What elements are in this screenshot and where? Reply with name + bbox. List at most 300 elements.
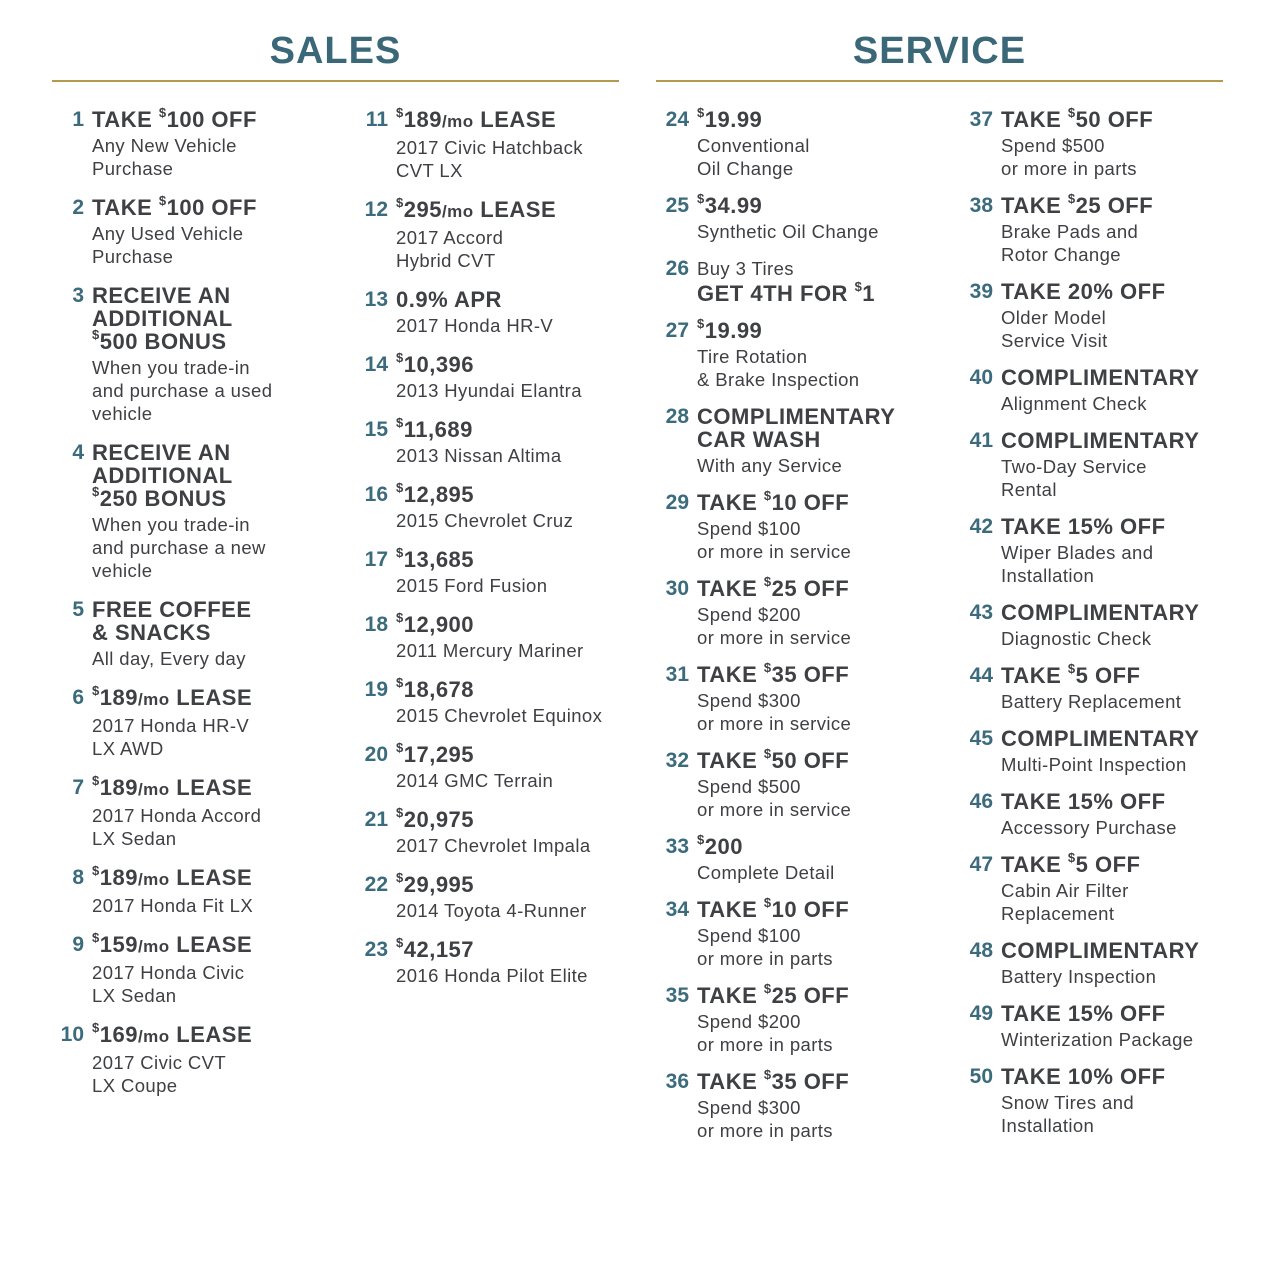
offer-number: 23 xyxy=(364,938,388,961)
offer-dollar: $ xyxy=(92,772,100,788)
offer-headline xyxy=(92,441,342,510)
offer-headline xyxy=(92,284,342,353)
offer-description: Battery Replacement xyxy=(1001,691,1182,712)
offer-headline xyxy=(396,349,636,377)
offer-head: 5 OFF xyxy=(1075,852,1141,877)
offer-description: 2017 Chevrolet Impala xyxy=(396,835,591,856)
offer-description: Diagnostic Check xyxy=(1001,628,1152,649)
offer-headline xyxy=(1001,104,1231,132)
offer-dollar: $ xyxy=(763,894,772,910)
offer-head: 10 OFF xyxy=(771,897,850,922)
offer-number: 12 xyxy=(364,198,388,221)
offer-mo: /mo xyxy=(441,112,474,131)
offer-number: 21 xyxy=(364,808,388,831)
offer-head: 169 xyxy=(99,1022,138,1047)
offer-description: When you trade-in and purchase a new vehicle xyxy=(92,514,266,581)
offer-headline xyxy=(697,659,947,687)
offer-dollar: $ xyxy=(396,934,404,950)
offer-number: 8 xyxy=(72,866,84,889)
offer-pre: TAKE xyxy=(697,983,764,1008)
offer-number: 33 xyxy=(665,835,689,858)
offer-dollar: $ xyxy=(1067,104,1076,120)
offer-number: 50 xyxy=(969,1065,993,1088)
offer-head: 100 OFF xyxy=(166,195,257,220)
offer-number: 7 xyxy=(72,776,84,799)
offer-headline xyxy=(697,487,947,515)
offer-item xyxy=(665,573,947,649)
offer-pre: COMPLIMENTARY xyxy=(1001,726,1200,751)
offer-description: Alignment Check xyxy=(1001,393,1147,414)
sales-title: SALES xyxy=(269,30,402,72)
offer-post: LEASE xyxy=(169,775,253,800)
service-column-2 xyxy=(969,104,1231,1137)
offer-item xyxy=(665,487,947,563)
offer-description: 2011 Mercury Mariner xyxy=(396,640,584,661)
offer-description: All day, Every day xyxy=(92,648,246,669)
offer-headline xyxy=(396,869,636,897)
offer-item xyxy=(969,660,1231,713)
offer-headline xyxy=(396,104,636,133)
offer-pre: TAKE 20% OFF xyxy=(1001,279,1166,304)
offer-item xyxy=(72,682,342,760)
offer-pre: COMPLIMENTARY xyxy=(1001,600,1200,625)
offer-head: 500 BONUS xyxy=(99,329,227,354)
offer-item xyxy=(969,726,1231,776)
offer-head: 13,685 xyxy=(403,547,475,572)
offer-head: 34.99 xyxy=(704,193,763,218)
offer-headline xyxy=(697,831,947,859)
offer-pre: TAKE xyxy=(92,195,159,220)
offer-description: 2017 Honda Accord LX Sedan xyxy=(92,805,262,849)
offer-dollar: $ xyxy=(1067,190,1076,206)
offer-headline xyxy=(396,479,636,507)
offer-item xyxy=(364,869,636,922)
offer-item xyxy=(665,894,947,970)
offer-dollar: $ xyxy=(396,349,404,365)
offer-description: 2017 Honda HR-V LX AWD xyxy=(92,715,250,759)
offer-number: 20 xyxy=(364,743,388,766)
offer-dollar: $ xyxy=(92,326,100,342)
offer-item xyxy=(72,862,342,917)
offer-number: 49 xyxy=(969,1002,993,1025)
offer-number: 30 xyxy=(665,577,689,600)
offer-dollar: $ xyxy=(763,1066,772,1082)
offer-item xyxy=(364,804,636,857)
offer-item xyxy=(364,479,636,532)
offer-description: 2015 Chevrolet Equinox xyxy=(396,705,603,726)
offer-number: 35 xyxy=(665,984,689,1007)
offer-pre: COMPLIMENTARY xyxy=(1001,938,1200,963)
offer-headline xyxy=(697,278,947,306)
offer-headline xyxy=(92,772,342,801)
offer-description: 2015 Ford Fusion xyxy=(396,575,548,596)
offer-headline xyxy=(1001,190,1231,218)
offer-number: 16 xyxy=(364,483,388,506)
offer-item xyxy=(665,257,947,306)
offer-head: 35 OFF xyxy=(771,662,850,687)
offer-item xyxy=(364,414,636,467)
offer-head: 189 xyxy=(99,865,138,890)
offer-head: 189 xyxy=(403,107,442,132)
offer-description: Multi-Point Inspection xyxy=(1001,754,1187,775)
offer-pre: COMPLIMENTARY xyxy=(1001,365,1200,390)
offer-item xyxy=(72,597,342,670)
offer-item xyxy=(969,600,1231,650)
offer-item xyxy=(969,428,1231,501)
offer-dollar: $ xyxy=(1067,660,1076,676)
offer-item xyxy=(72,104,342,180)
offer-item xyxy=(665,104,947,180)
offer-item xyxy=(969,104,1231,180)
sales-column-2 xyxy=(364,104,636,987)
offer-number: 36 xyxy=(665,1070,689,1093)
offer-description: 2017 Honda HR-V xyxy=(396,315,554,336)
offer-head: 17,295 xyxy=(403,742,475,767)
offer-number: 13 xyxy=(364,288,388,311)
offer-description: Spend $300 or more in service xyxy=(697,690,852,734)
offer-headline xyxy=(92,862,342,891)
offer-item xyxy=(969,190,1231,266)
offer-headline xyxy=(1001,790,1231,813)
offer-head: 42,157 xyxy=(403,937,475,962)
offer-headline xyxy=(697,980,947,1008)
offer-head: 200 xyxy=(704,834,743,859)
offer-pre: TAKE xyxy=(1001,852,1068,877)
offer-mo: /mo xyxy=(137,870,170,889)
offer-head: 12,900 xyxy=(403,612,475,637)
offer-post: LEASE xyxy=(169,1022,253,1047)
offer-headline xyxy=(1001,727,1231,750)
offer-head: 19.99 xyxy=(704,107,763,132)
offer-headline xyxy=(396,804,636,832)
offer-mo: /mo xyxy=(137,937,170,956)
offer-headline xyxy=(697,315,947,343)
offer-headline xyxy=(697,190,947,218)
offer-description: 2017 Accord Hybrid CVT xyxy=(396,227,504,271)
offer-pre: TAKE 15% OFF xyxy=(1001,514,1166,539)
offer-item xyxy=(969,789,1231,839)
offer-head: 5 OFF xyxy=(1075,663,1141,688)
offer-headline xyxy=(1001,366,1231,389)
offer-headline xyxy=(1001,601,1231,624)
offer-headline xyxy=(396,739,636,767)
offer-item xyxy=(72,283,342,425)
offer-pre: TAKE 15% OFF xyxy=(1001,789,1166,814)
offer-head: 250 BONUS xyxy=(99,486,227,511)
offer-number: 17 xyxy=(364,548,388,571)
offer-description: When you trade-in and purchase a used vehicle xyxy=(92,357,273,424)
offer-description: Synthetic Oil Change xyxy=(697,221,879,242)
offer-post: LEASE xyxy=(169,685,253,710)
offer-description: Tire Rotation & Brake Inspection xyxy=(697,346,860,390)
offer-description: 2013 Nissan Altima xyxy=(396,445,562,466)
offer-description: Battery Inspection xyxy=(1001,966,1157,987)
offer-head: 29,995 xyxy=(403,872,475,897)
offer-head: 159 xyxy=(99,932,138,957)
offer-pre: COMPLIMENTARY CAR WASH xyxy=(697,404,896,452)
sales-column-1 xyxy=(60,104,342,1097)
offer-headline xyxy=(1001,939,1231,962)
offer-item xyxy=(60,1019,342,1097)
offer-headline xyxy=(697,1066,947,1094)
offer-post: LEASE xyxy=(473,107,557,132)
offer-item xyxy=(364,674,636,727)
offer-number: 22 xyxy=(364,873,388,896)
offer-description: Two-Day Service Rental xyxy=(1001,456,1147,500)
offer-dollar: $ xyxy=(763,659,772,675)
offer-mo: /mo xyxy=(137,690,170,709)
offer-description: Spend $300 or more in parts xyxy=(697,1097,833,1141)
offer-number: 29 xyxy=(665,491,689,514)
offer-pre: GET 4TH FOR xyxy=(697,281,855,306)
offer-dollar: $ xyxy=(396,544,404,560)
offer-headline xyxy=(92,1019,342,1048)
offer-dollar: $ xyxy=(92,483,100,499)
service-column-1 xyxy=(665,104,947,1142)
offer-pre: TAKE 10% OFF xyxy=(1001,1064,1166,1089)
offer-item xyxy=(665,980,947,1056)
offer-description: Spend $100 or more in parts xyxy=(697,925,833,969)
offer-description: 2015 Chevrolet Cruz xyxy=(396,510,574,531)
offer-number: 26 xyxy=(665,257,689,280)
offer-item xyxy=(665,315,947,391)
offer-headline xyxy=(92,929,342,958)
offer-headline xyxy=(697,745,947,773)
offer-dollar: $ xyxy=(763,487,772,503)
offer-dollar: $ xyxy=(92,1019,100,1035)
offer-pre: TAKE xyxy=(697,576,764,601)
offer-item xyxy=(364,609,636,662)
offer-dollar: $ xyxy=(396,609,404,625)
offer-number: 11 xyxy=(365,108,388,131)
offer-number: 5 xyxy=(72,598,84,621)
offer-pre: COMPLIMENTARY xyxy=(1001,428,1200,453)
offer-number: 32 xyxy=(665,749,689,772)
offer-dollar: $ xyxy=(396,194,404,210)
offer-dollar: $ xyxy=(854,278,863,294)
offer-dollar: $ xyxy=(697,315,705,331)
offer-pre: TAKE xyxy=(697,662,764,687)
offer-pre: TAKE xyxy=(697,748,764,773)
offer-description: Conventional Oil Change xyxy=(697,135,810,179)
offer-item xyxy=(72,192,342,268)
offer-pre: TAKE 15% OFF xyxy=(1001,1001,1166,1026)
offer-number: 45 xyxy=(969,727,993,750)
offer-pre: RECEIVE AN ADDITIONAL xyxy=(92,440,233,488)
offer-headline xyxy=(396,414,636,442)
offer-description: Spend $200 or more in service xyxy=(697,604,852,648)
offer-description: 2017 Honda Fit LX xyxy=(92,895,254,916)
offer-head: 189 xyxy=(99,775,138,800)
offer-number: 4 xyxy=(72,441,84,464)
offer-headline xyxy=(92,104,342,132)
offer-number: 43 xyxy=(969,601,993,624)
offer-description: 2014 GMC Terrain xyxy=(396,770,554,791)
offer-dollar: $ xyxy=(396,479,404,495)
offer-post: LEASE xyxy=(169,932,253,957)
offer-number: 44 xyxy=(969,664,993,687)
offer-description: Any Used Vehicle Purchase xyxy=(92,223,244,267)
offer-item xyxy=(665,404,947,477)
offer-head: 10 OFF xyxy=(771,490,850,515)
offer-description: Older Model Service Visit xyxy=(1001,307,1108,351)
offer-pre: RECEIVE AN ADDITIONAL xyxy=(92,283,233,331)
offer-item xyxy=(72,772,342,850)
offer-dollar: $ xyxy=(763,745,772,761)
offer-description: Wiper Blades and Installation xyxy=(1001,542,1154,586)
offer-head: 25 OFF xyxy=(771,576,850,601)
offer-item xyxy=(969,365,1231,415)
offer-item xyxy=(665,745,947,821)
offer-pre: 0.9% APR xyxy=(396,287,502,312)
offer-number: 18 xyxy=(364,613,388,636)
offer-dollar: $ xyxy=(396,674,404,690)
offer-item xyxy=(969,514,1231,587)
offer-description: Complete Detail xyxy=(697,862,835,883)
offer-head: 20,975 xyxy=(403,807,475,832)
offer-description: Spend $100 or more in service xyxy=(697,518,852,562)
offer-headline xyxy=(396,934,636,962)
offer-headline xyxy=(1001,429,1231,452)
offer-head: 295 xyxy=(403,197,442,222)
offer-dollar: $ xyxy=(697,104,705,120)
offer-number: 25 xyxy=(665,194,689,217)
offer-headline xyxy=(92,598,342,644)
offer-head: 18,678 xyxy=(403,677,475,702)
offer-head: 50 OFF xyxy=(771,748,850,773)
offer-item xyxy=(364,739,636,792)
offer-post: LEASE xyxy=(473,197,557,222)
offer-headline xyxy=(1001,660,1231,688)
offer-head: 25 OFF xyxy=(1075,193,1154,218)
offer-pre: TAKE xyxy=(697,1069,764,1094)
offer-description: Snow Tires and Installation xyxy=(1001,1092,1135,1136)
offer-description: Brake Pads and Rotor Change xyxy=(1001,221,1139,265)
offer-dollar: $ xyxy=(1067,849,1076,865)
offer-description: Buy 3 Tires xyxy=(697,258,794,279)
offer-item xyxy=(969,849,1231,925)
offer-item xyxy=(364,349,636,402)
offer-description: Cabin Air Filter Replacement xyxy=(1001,880,1129,924)
offer-description: Spend $500 or more in parts xyxy=(1001,135,1137,179)
offer-number: 28 xyxy=(665,405,689,428)
offer-number: 10 xyxy=(60,1023,84,1046)
offer-number: 39 xyxy=(969,280,993,303)
offer-dollar: $ xyxy=(697,190,705,206)
offer-number: 9 xyxy=(72,933,84,956)
offer-number: 24 xyxy=(665,108,689,131)
offer-headline xyxy=(697,104,947,132)
offer-headline xyxy=(1001,515,1231,538)
service-title: SERVICE xyxy=(852,30,1027,72)
offer-dollar: $ xyxy=(92,929,100,945)
offer-number: 47 xyxy=(969,853,993,876)
offer-number: 37 xyxy=(969,108,993,131)
offer-pre: TAKE xyxy=(697,897,764,922)
offer-headline xyxy=(697,894,947,922)
offer-description: 2017 Civic Hatchback CVT LX xyxy=(396,137,583,181)
offer-headline xyxy=(92,682,342,711)
offer-description: Winterization Package xyxy=(1001,1029,1194,1050)
offer-description: 2017 Honda Civic LX Sedan xyxy=(92,962,245,1006)
offer-number: 2 xyxy=(72,196,84,219)
offer-number: 38 xyxy=(969,194,993,217)
offer-number: 41 xyxy=(969,429,993,452)
offer-headline xyxy=(697,573,947,601)
offer-description: Spend $200 or more in parts xyxy=(697,1011,833,1055)
offer-headline xyxy=(697,405,947,451)
offer-pre: TAKE xyxy=(1001,193,1068,218)
offer-item xyxy=(364,287,636,337)
offer-number: 3 xyxy=(72,284,84,307)
offer-head: 11,689 xyxy=(403,417,473,442)
offer-headline xyxy=(1001,280,1231,303)
offer-dollar: $ xyxy=(763,573,772,589)
offer-number: 19 xyxy=(364,678,388,701)
offer-mo: /mo xyxy=(137,780,170,799)
offer-number: 40 xyxy=(969,366,993,389)
offer-description: 2016 Honda Pilot Elite xyxy=(396,965,588,986)
offer-headline xyxy=(396,674,636,702)
offer-head: 189 xyxy=(99,685,138,710)
offer-number: 34 xyxy=(665,898,689,921)
offer-description: Any New Vehicle Purchase xyxy=(92,135,237,179)
offer-number: 1 xyxy=(72,108,84,131)
offer-pre: TAKE xyxy=(697,490,764,515)
offer-mo: /mo xyxy=(441,202,474,221)
offer-number: 31 xyxy=(665,663,689,686)
offer-headline xyxy=(1001,1002,1231,1025)
offer-dollar: $ xyxy=(158,192,167,208)
offer-dollar: $ xyxy=(158,104,167,120)
offer-number: 15 xyxy=(364,418,388,441)
offer-pre: TAKE xyxy=(1001,107,1068,132)
offer-description: With any Service xyxy=(697,455,843,476)
offer-headline xyxy=(1001,849,1231,877)
offer-item xyxy=(665,831,947,884)
offer-post: LEASE xyxy=(169,865,253,890)
offer-head: 1 xyxy=(862,281,876,306)
offer-pre: TAKE xyxy=(92,107,159,132)
offer-headline xyxy=(92,192,342,220)
service-divider xyxy=(656,80,1223,82)
offer-description: Spend $500 or more in service xyxy=(697,776,852,820)
offer-headline xyxy=(396,609,636,637)
offer-item xyxy=(365,104,636,182)
offer-item xyxy=(969,279,1231,352)
offer-dollar: $ xyxy=(396,739,404,755)
offer-description: 2013 Hyundai Elantra xyxy=(396,380,582,401)
offer-pre: FREE COFFEE & SNACKS xyxy=(92,597,252,645)
offer-item xyxy=(72,440,342,582)
offer-headline xyxy=(396,544,636,572)
offer-item xyxy=(364,544,636,597)
offer-item xyxy=(665,190,947,243)
offer-number: 14 xyxy=(364,353,388,376)
offer-headline xyxy=(396,288,636,311)
offer-item xyxy=(969,1001,1231,1051)
offer-number: 42 xyxy=(969,515,993,538)
offer-headline xyxy=(1001,1065,1231,1088)
offer-item xyxy=(665,659,947,735)
offer-dollar: $ xyxy=(697,831,705,847)
offer-number: 48 xyxy=(969,939,993,962)
offer-head: 12,895 xyxy=(403,482,475,507)
offer-item xyxy=(969,938,1231,988)
offer-head: 100 OFF xyxy=(166,107,257,132)
offer-head: 25 OFF xyxy=(771,983,850,1008)
offer-mo: /mo xyxy=(137,1027,170,1046)
